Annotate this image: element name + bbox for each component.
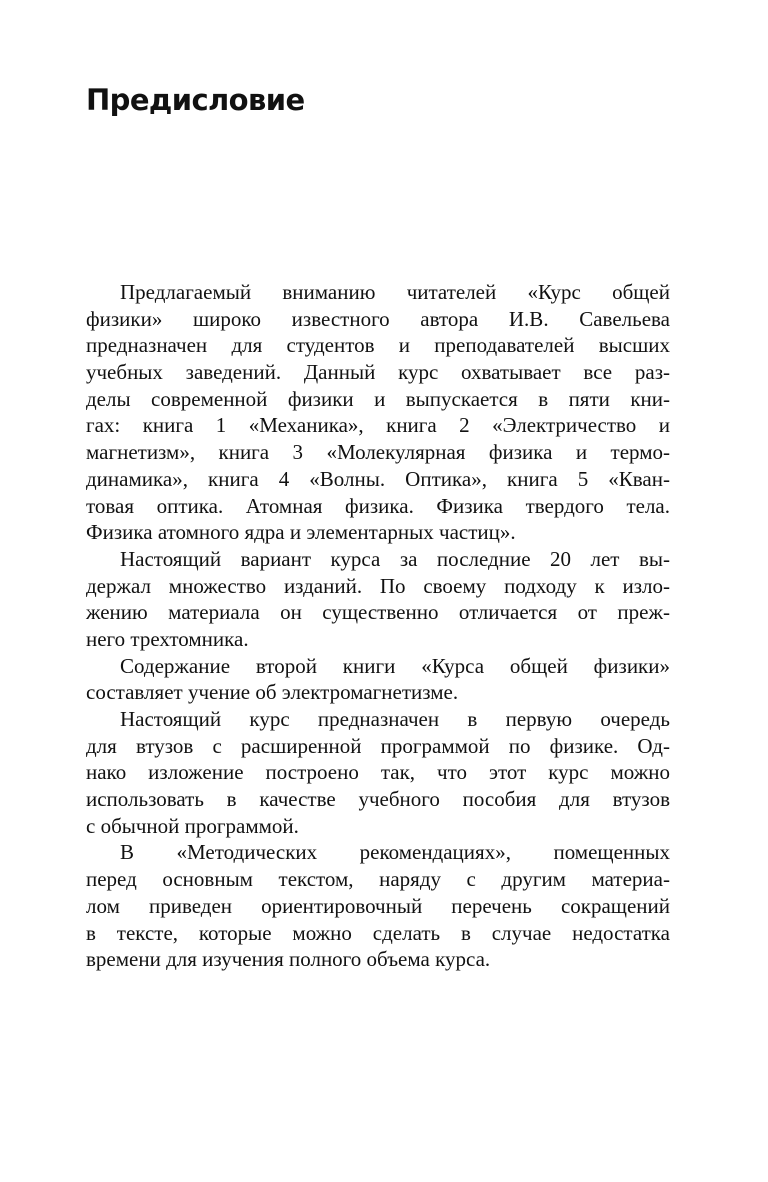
- text-line: держал множество изданий. По своему подходу к изло-: [86, 573, 670, 598]
- text-line: гах: книга 1 «Механика», книга 2 «Электричество и: [86, 413, 670, 438]
- text-line: физики» широко известного автора И.В. Савельева: [86, 306, 670, 331]
- text-line: с обычной программой.: [86, 813, 299, 838]
- text-line: жению материала он существенно отличается от преж-: [86, 600, 670, 625]
- text-line: для втузов с расширенной программой по физике. Од-: [86, 733, 670, 758]
- text-line: использовать в качестве учебного пособия для втузов: [86, 787, 670, 812]
- text-line: нако изложение построено так, что этот курс можно: [86, 760, 670, 785]
- text-line: Предлагаемый вниманию читателей «Курс общей: [120, 280, 670, 304]
- text-line: лом приведен ориентировочный перечень сокращений: [86, 893, 670, 918]
- text-line: составляет учение об электромагнетизме.: [86, 680, 459, 705]
- text-line: в тексте, которые можно сделать в случае недостатка: [86, 920, 670, 945]
- text-line: перед основным текстом, наряду с другим материа-: [86, 867, 670, 892]
- text-line: товая оптика. Атомная физика. Физика твердого тела.: [86, 493, 670, 518]
- preface-body: [86, 279, 670, 973]
- paragraph-4: [86, 706, 670, 839]
- text-line: делы современной физики и выпускается в пяти кни-: [86, 386, 670, 411]
- paragraph-2: [86, 546, 670, 653]
- page-heading: Предисловие: [86, 83, 305, 117]
- text-line: В «Методических рекомендациях», помещенных: [120, 840, 670, 865]
- text-line: Содержание второй книги «Курса общей физики»: [120, 653, 670, 678]
- text-line: Физика атомного ядра и элементарных частиц».: [86, 520, 516, 545]
- text-line: времени для изучения полного объема курса.: [86, 947, 491, 972]
- text-line: предназначен для студентов и преподавателей высших: [86, 333, 670, 358]
- paragraph-5: [86, 839, 670, 972]
- text-line: учебных заведений. Данный курс охватывает все раз-: [86, 360, 670, 385]
- paragraph-1: [86, 279, 670, 546]
- text-line: динамика», книга 4 «Волны. Оптика», книга 5 «Кван-: [86, 466, 670, 491]
- text-line: магнетизм», книга 3 «Молекулярная физика и термо-: [86, 440, 670, 465]
- paragraph-3: [86, 653, 670, 706]
- text-line: Настоящий курс предназначен в первую очередь: [120, 707, 670, 731]
- text-line: Настоящий вариант курса за последние 20 лет вы-: [120, 546, 670, 571]
- text-line: него трехтомника.: [86, 626, 249, 651]
